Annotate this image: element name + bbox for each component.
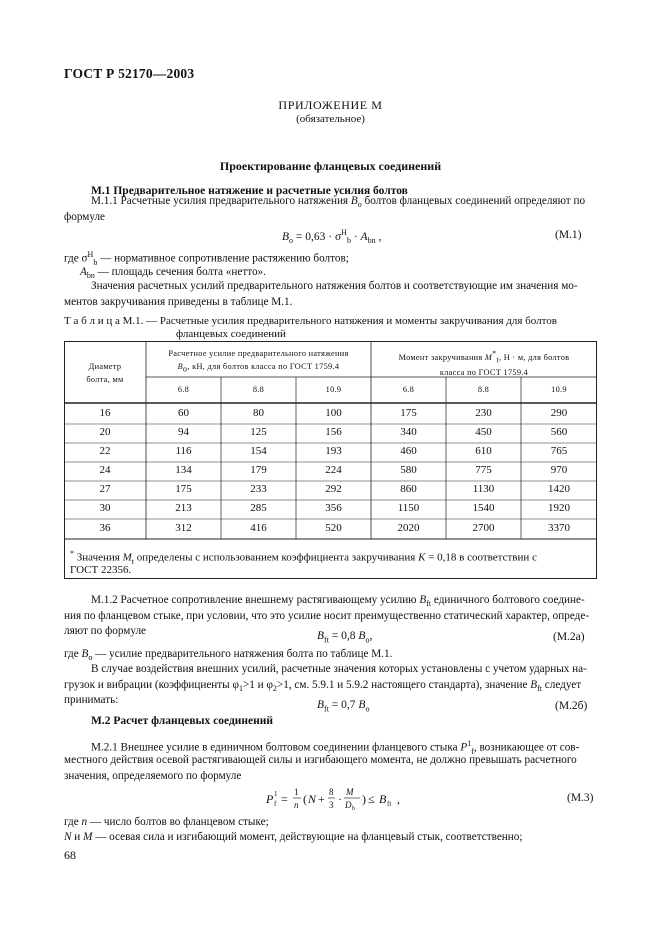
table-cell: 80 <box>253 407 264 419</box>
paragraph-m1-values-line1: Значения расчетных усилий предварительного натяжения болтов и соответствующие им значения мо- <box>91 280 578 292</box>
equation-number-m3: (М.3) <box>567 792 594 804</box>
table-cell: 36 <box>99 522 111 534</box>
table-cell: 60 <box>178 407 189 419</box>
header-class: 6.8 <box>402 385 415 394</box>
table-cell: 24 <box>99 464 111 476</box>
table-cell: 340 <box>400 426 417 438</box>
table-cell: 125 <box>250 426 267 438</box>
equation-number-m2b: (М.2б) <box>555 700 588 712</box>
table-cell: 30 <box>99 502 111 514</box>
header-class: 6.8 <box>177 385 190 394</box>
table-cell: 22 <box>99 445 111 457</box>
paragraph-m1-2-line3: ляют по формуле <box>64 625 146 637</box>
table-cell: 580 <box>400 464 417 476</box>
header-pretension-force: Расчетное усилие предварительного натяжения $B_о$, кН, для болтов класса по ГОСТ 1759.4 <box>168 349 349 374</box>
table-cell: 94 <box>178 426 189 438</box>
table-cell: 193 <box>325 445 342 457</box>
where-m1-abn: $A_{bn}$ — площадь сечения болта «нетто». <box>80 266 266 281</box>
svg-text:D: D <box>345 800 352 810</box>
table-cell: 134 <box>175 464 192 476</box>
page-number: 68 <box>64 848 76 862</box>
svg-text:N: N <box>308 792 317 806</box>
table-cell: 765 <box>550 445 568 457</box>
table-cell: 179 <box>250 464 267 476</box>
table-cell: 610 <box>475 445 492 457</box>
svg-text:M: M <box>346 787 354 797</box>
svg-text:n: n <box>294 800 299 810</box>
table-cell: 285 <box>250 502 267 514</box>
table-cell: 312 <box>175 522 192 534</box>
table-cell: 224 <box>325 464 342 476</box>
table-cell: 100 <box>325 407 342 419</box>
table-cell: 175 <box>400 407 417 419</box>
svg-text:1: 1 <box>274 790 278 798</box>
table-m1 <box>64 341 597 579</box>
paragraph-m1-2-line2: ния по фланцевом стыке, при условии, что это усилие носит преимущественно статический характер, опреде- <box>64 610 590 622</box>
annex-status: (обязательное) <box>296 113 365 125</box>
svg-text:8: 8 <box>329 787 334 797</box>
header-class: 8.8 <box>252 385 265 394</box>
table-cell: 1920 <box>548 502 570 514</box>
table-caption-line1: Т а б л и ц а М.1. — Расчетные усилия предварительного натяжения и моменты закручивания для болтов <box>64 315 557 327</box>
table-cell: 20 <box>99 426 111 438</box>
table-cell: 3370 <box>548 522 570 534</box>
formula-m3 <box>266 784 426 814</box>
table-cell: 156 <box>325 426 342 438</box>
table-cell: 230 <box>475 407 492 419</box>
svg-text:): ) <box>362 792 366 806</box>
paragraph-m1-1-line1: М.1.1 Расчетные усилия предварительного натяжения $B_о$ болтов фланцевых соединений определяют по <box>91 195 586 210</box>
svg-text:,: , <box>397 792 400 806</box>
table-cell: 560 <box>550 426 568 438</box>
table-cell: 1420 <box>548 483 570 495</box>
table-cell: 970 <box>550 464 568 476</box>
paragraph-shock-line3: принимать: <box>64 694 119 706</box>
table-cell: 116 <box>175 445 192 457</box>
svg-text:ft: ft <box>387 800 392 808</box>
section-title: Проектирование фланцевых соединений <box>219 159 442 173</box>
paragraph-shock-line2: грузок и вибрации (коэффициенты $\varphi_1>1$ и $\varphi_2>1$, см. 5.9.1 и 5.9.2 настоящего стандарта), значение $B_{ft}$ следует <box>64 679 582 694</box>
heading-m1: М.1 Предварительное натяжение и расчетные усилия болтов <box>91 185 408 197</box>
table-cell: 16 <box>99 407 111 419</box>
svg-text:≤: ≤ <box>368 792 375 806</box>
paragraph-shock-line1: В случае воздействия внешних усилий, расчетные значения которых установлены с учетом ударных на- <box>91 663 587 675</box>
svg-text:1: 1 <box>294 787 299 797</box>
header-class: 10.9 <box>551 385 567 394</box>
table-cell: 2700 <box>472 522 495 534</box>
svg-text:P: P <box>266 792 274 806</box>
table-cell: 292 <box>325 483 342 495</box>
svg-text:=: = <box>281 792 288 806</box>
svg-text:B: B <box>379 792 387 806</box>
table-cell: 860 <box>400 483 417 495</box>
table-cell: 1130 <box>472 483 495 495</box>
table-footnote-line2: ГОСТ 22356. <box>70 564 132 576</box>
table-cell: 290 <box>550 407 568 419</box>
paragraph-m1-1-line2: формуле <box>64 211 105 223</box>
table-cell: 2020 <box>397 522 420 534</box>
table-cell: 416 <box>250 522 267 534</box>
svg-text:·: · <box>338 792 342 806</box>
table-cell: 154 <box>250 445 267 457</box>
paragraph-m1-2-line1: М.1.2 Расчетное сопротивление внешнему растягивающему усилию $B_{ft}$ единичного болтового соедине- <box>91 594 585 609</box>
table-cell: 450 <box>475 426 492 438</box>
header-torque: Момент закручивания $M^*_t$, Н · м, для болтов класса по ГОСТ 1759.4 <box>398 349 570 378</box>
annex-title: ПРИЛОЖЕНИЕ М <box>278 98 383 112</box>
formula-m2b: $B_{ft} = 0,7$ $B_о$ <box>317 699 370 714</box>
svg-text:f: f <box>274 800 277 808</box>
table-cell: 775 <box>475 464 492 476</box>
paragraph-m1-values-line2: ментов закручивания приведены в таблице М.1. <box>64 296 293 308</box>
svg-text:3: 3 <box>329 800 334 810</box>
where-m3-n-m: N и M — осевая сила и изгибающий момент, действующие на фланцевый стык, соответственно; <box>64 831 523 843</box>
formula-m1: $B_о = 0,63 \cdot \sigma^Н_b \cdot A_{bn}$ , <box>282 228 382 246</box>
formula-m2a: $B_{ft} = 0,8$ $B_о$, <box>317 630 373 645</box>
table-cell: 356 <box>325 502 342 514</box>
svg-text:b: b <box>352 806 355 812</box>
svg-text:+: + <box>318 792 325 806</box>
paragraph-m2-1-line3: значения, определяемого по формуле <box>64 770 242 782</box>
table-cell: 1540 <box>472 502 495 514</box>
table-cell: 213 <box>175 502 192 514</box>
table-footnote-line1: * Значения $M_t$ определены с использованием коэффициента закручивания K = 0,18 в соответствии с <box>70 549 537 566</box>
header-class: 8.8 <box>477 385 490 394</box>
table-cell: 27 <box>99 483 111 495</box>
svg-text:(: ( <box>303 792 307 806</box>
table-cell: 233 <box>250 483 267 495</box>
equation-number-m1: (М.1) <box>555 229 582 241</box>
where-m2a: где $B_о$ — усилие предварительного натяжения болта по таблице М.1. <box>64 648 393 663</box>
standard-id: ГОСТ Р 52170—2003 <box>64 66 195 81</box>
equation-number-m2a: (М.2а) <box>553 631 585 643</box>
header-diameter: Диаметр болта, мм <box>86 362 124 384</box>
header-class: 10.9 <box>325 385 342 394</box>
table-cell: 175 <box>175 483 192 495</box>
table-cell: 520 <box>325 522 342 534</box>
paragraph-m2-1-line1: М.2.1 Внешнее усилие в единичном болтовом соединении фланцевого стыка $P^1_f$, возникающее от сов- <box>91 739 580 756</box>
paragraph-m2-1-line2: местного действия осевой растягивающей силы и изгибающего момента, не должно превышать расчетного <box>64 754 577 766</box>
where-m1-sigma: где $\sigma^Н_b$ — нормативное сопротивление растяжению болтов; <box>64 250 349 267</box>
heading-m2: М.2 Расчет фланцевых соединений <box>91 715 274 727</box>
table-cell: 1150 <box>397 502 420 514</box>
table-caption-line2: фланцевых соединений <box>176 328 286 340</box>
table-cell: 460 <box>400 445 417 457</box>
where-m3-n: где n — число болтов во фланцевом стыке; <box>64 816 269 828</box>
